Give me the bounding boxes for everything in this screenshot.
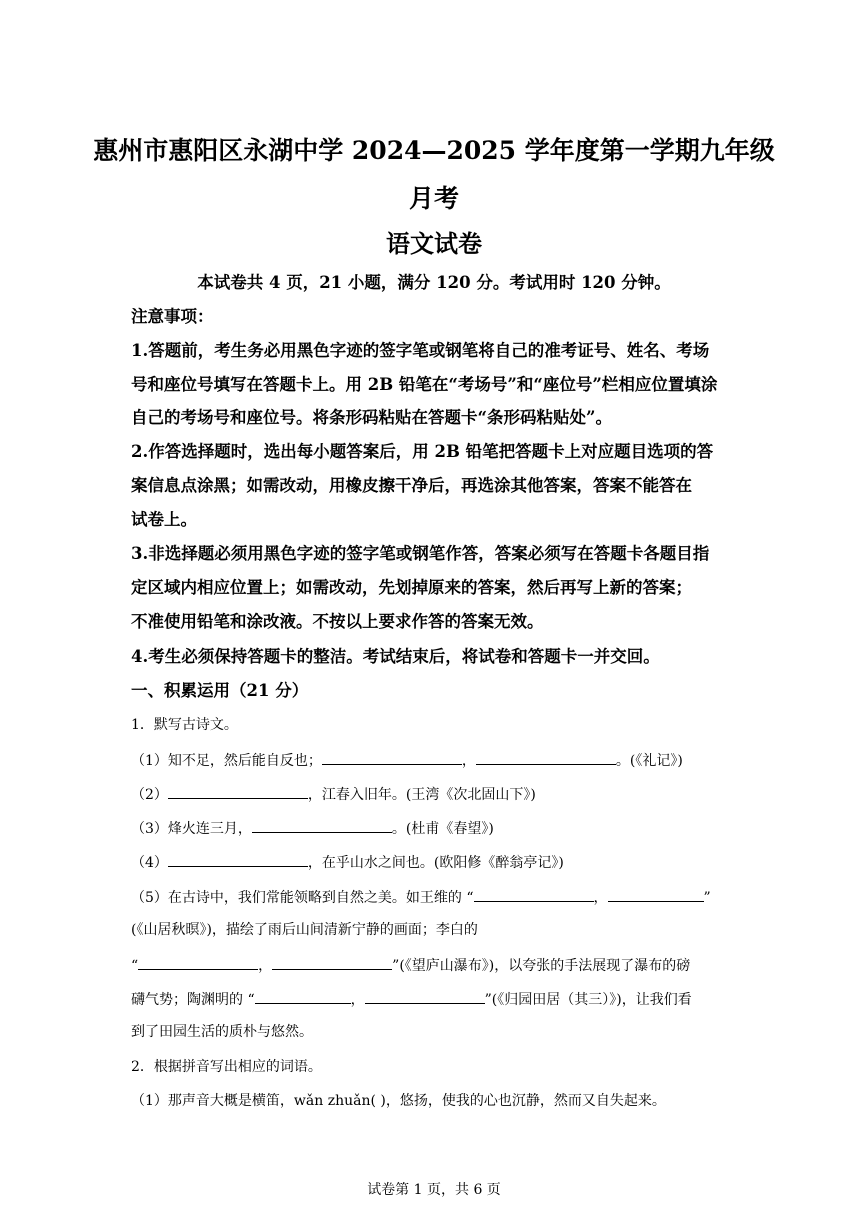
question-text: ， (593, 890, 608, 906)
answer-blank[interactable] (255, 988, 351, 1004)
answer-blank[interactable] (474, 886, 594, 902)
question-1-part-4 (131, 851, 564, 873)
exam-title-line2: 月考 (408, 184, 459, 213)
answer-blank[interactable] (252, 817, 392, 833)
answer-blank[interactable] (138, 954, 258, 970)
exam-title-line1: 惠州市惠阳区永湖中学 2024—2025 学年度第一学期九年级 (93, 136, 775, 165)
question-text: “ (131, 958, 139, 974)
answer-blank[interactable] (476, 749, 616, 765)
question-text: ”(《望庐山瀑布》)，以夸张的手法展现了瀑布的磅 (392, 958, 691, 974)
note-3-line-1: 3.非选择题必须用黑色字迹的签字笔或钢笔作答，答案必须写在答题卡各题目指 (131, 544, 710, 563)
question-1-part-5-line-5: 到了田园生活的质朴与悠然。 (131, 1024, 313, 1040)
question-1-part-5-line-4 (131, 988, 692, 1010)
note-3-line-3: 不准使用铅笔和涂改液。不按以上要求作答的答案无效。 (131, 612, 544, 631)
note-2-line-3: 试卷上。 (131, 510, 197, 529)
question-text: ， (258, 958, 273, 974)
question-text: 。(《礼记》) (615, 753, 683, 769)
note-1-line-2: 号和座位号填写在答题卡上。用 2B 铅笔在“考场号”和“座位号”栏相应位置填涂 (131, 375, 718, 394)
question-text: 礴气势；陶渊明的 “ (131, 992, 255, 1008)
question-text: （5）在古诗中，我们常能领略到自然之美。如王维的 “ (131, 890, 474, 906)
question-1-part-5-line-2: (《山居秋暝》)，描绘了雨后山间清新宁静的画面；李白的 (131, 922, 478, 938)
question-text: （2） (131, 787, 168, 803)
subject-title: 语文试卷 (386, 229, 482, 258)
question-text: ，在乎山水之间也。(欧阳修《醉翁亭记》) (307, 855, 564, 871)
answer-blank[interactable] (322, 749, 462, 765)
question-1-part-5-line-1 (131, 886, 711, 908)
question-1-part-3 (131, 817, 494, 839)
answer-blank[interactable] (365, 988, 485, 1004)
question-text: 。(杜甫《春望》) (391, 821, 494, 837)
note-2-line-2: 案信息点涂黑；如需改动，用橡皮擦干净后，再选涂其他答案，答案不能答在 (131, 476, 692, 495)
answer-blank[interactable] (168, 783, 308, 799)
question-2-part-1: （1）那声音大概是横笛，wǎn zhuǎn( )，悠扬，使我的心也沉静，然而又自失起来。 (131, 1093, 666, 1109)
answer-blank[interactable] (272, 954, 392, 970)
note-4: 4.考生必须保持答题卡的整洁。考试结束后，将试卷和答题卡一并交回。 (131, 647, 660, 666)
exam-summary: 本试卷共 4 页，21 小题，满分 120 分。考试用时 120 分钟。 (197, 273, 671, 292)
question-text: （4） (131, 855, 168, 871)
question-1-part-5-line-3 (131, 954, 690, 976)
question-text: ”(《归园田居（其三）》)，让我们看 (484, 992, 692, 1008)
notes-heading: 注意事项： (131, 307, 214, 326)
question-1-stem: 1．默写古诗文。 (131, 717, 238, 733)
note-1-line-3: 自己的考场号和座位号。将条形码粘贴在答题卡“条形码粘贴处”。 (131, 408, 612, 427)
question-2-stem: 2．根据拼音写出相应的词语。 (131, 1059, 322, 1075)
page-footer: 试卷第 1 页，共 6 页 (367, 1182, 501, 1198)
question-text: （1）知不足，然后能自反也； (131, 753, 322, 769)
question-text: ， (461, 753, 476, 769)
answer-blank[interactable] (608, 886, 704, 902)
question-text: ” (703, 890, 711, 906)
note-3-line-2: 定区域内相应位置上；如需改动，先划掉原来的答案，然后再写上新的答案； (131, 578, 692, 597)
section-heading: 一、积累运用（21 分） (131, 681, 309, 700)
question-text: （3）烽火连三月， (131, 821, 252, 837)
question-1-part-1 (131, 749, 683, 771)
note-2-line-1: 2.作答选择题时，选出每小题答案后，用 2B 铅笔把答题卡上对应题目选项的答 (131, 442, 714, 461)
answer-blank[interactable] (168, 851, 308, 867)
note-1-line-1: 1.答题前，考生务必用黑色字迹的签字笔或钢笔将自己的准考证号、姓名、考场 (131, 341, 710, 360)
question-1-part-2 (131, 783, 536, 805)
question-text: ， (350, 992, 365, 1008)
question-text: ，江春入旧年。(王湾《次北固山下》) (307, 787, 536, 803)
